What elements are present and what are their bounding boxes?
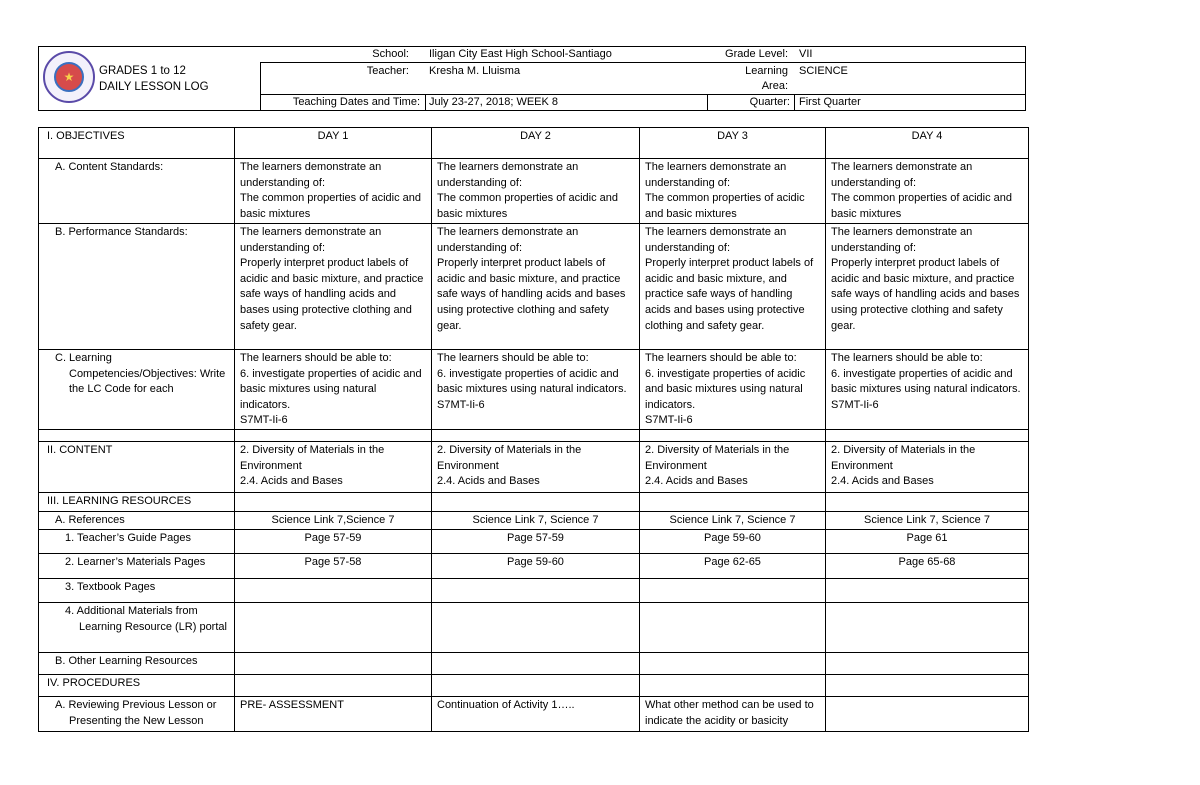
reviewing-day2: Continuation of Activity 1…..	[432, 697, 640, 732]
table-row	[39, 159, 1029, 224]
teachers-guide-day4: Page 61	[826, 530, 1029, 554]
competencies-day1: The learners should be able to: 6. investigate properties of acidic and basic mixtures using natural indicators. S7MT-Ii-6	[235, 350, 432, 430]
reviewing-day1: PRE- ASSESSMENT	[235, 697, 432, 732]
content-day4: 2. Diversity of Materials in the Environment 2.4. Acids and Bases	[826, 442, 1029, 493]
references-day2: Science Link 7, Science 7	[432, 512, 640, 530]
content-day3: 2. Diversity of Materials in the Environment 2.4. Acids and Bases	[640, 442, 826, 493]
day-header: DAY 2	[432, 128, 640, 159]
additional-materials-label: 4. Additional Materials from Learning Resource (LR) portal	[39, 603, 235, 653]
content-standards-day4: The learners demonstrate an understanding of: The common properties of acidic and basic mixtures	[826, 159, 1029, 224]
table-row	[39, 530, 1029, 554]
references-day4: Science Link 7, Science 7	[826, 512, 1029, 530]
reviewing-label: A. Reviewing Previous Lesson or Presenting the New Lesson	[39, 697, 235, 732]
other-resources-label: B. Other Learning Resources	[39, 653, 235, 675]
deped-seal-icon: ★	[43, 51, 95, 103]
references-day3: Science Link 7, Science 7	[640, 512, 826, 530]
table-row	[39, 603, 1029, 653]
learners-materials-day3: Page 62-65	[640, 554, 826, 579]
content-day1: 2. Diversity of Materials in the Environment 2.4. Acids and Bases	[235, 442, 432, 493]
teachers-guide-day2: Page 57-59	[432, 530, 640, 554]
teacher-label: Teacher:	[366, 65, 409, 77]
performance-standards-label: B. Performance Standards:	[39, 224, 235, 350]
content-standards-day1: The learners demonstrate an understanding of: The common properties of acidic and basic mixtures	[235, 159, 432, 224]
table-row	[39, 675, 1029, 697]
competencies-day2: The learners should be able to: 6. investigate properties of acidic and basic mixtures using natural indicators. S7MT-Ii-6	[432, 350, 640, 430]
textbook-pages-label: 3. Textbook Pages	[39, 579, 235, 603]
day-header: DAY 1	[235, 128, 432, 159]
learning-area-value: SCIENCE	[799, 65, 848, 77]
content-standards-day2: The learners demonstrate an understanding of: The common properties of acidic and basic mixtures	[432, 159, 640, 224]
table-row	[39, 493, 1029, 512]
teaching-dates-value: July 23-27, 2018; WEEK 8	[429, 96, 559, 108]
learners-materials-day1: Page 57-58	[235, 554, 432, 579]
doc-title-line1: GRADES 1 to 12	[99, 65, 186, 77]
teaching-dates-label: Teaching Dates and Time:	[292, 96, 420, 108]
learning-area-label-1: Learning	[745, 65, 788, 77]
school-label: School:	[372, 48, 409, 60]
quarter-label: Quarter:	[749, 96, 790, 108]
table-row	[39, 579, 1029, 603]
table-row	[39, 430, 1029, 442]
table-row	[39, 128, 1029, 159]
learners-materials-day2: Page 59-60	[432, 554, 640, 579]
table-row	[39, 554, 1029, 579]
table-row	[39, 512, 1029, 530]
reviewing-day4	[826, 697, 1029, 732]
content-standards-label: A. Content Standards:	[39, 159, 235, 224]
teachers-guide-day3: Page 59-60	[640, 530, 826, 554]
day-header: DAY 3	[640, 128, 826, 159]
references-label: A. References	[39, 512, 235, 530]
competencies-day3: The learners should be able to: 6. investigate properties of acidic and basic mixtures using natural indicators. S7MT-Ii-6	[640, 350, 826, 430]
performance-standards-day4: The learners demonstrate an understanding of: Properly interpret product labels of acidic and basic mixture, and practice safe ways of handling acids and bases using protective clothing and safety gear.	[826, 224, 1029, 350]
competencies-label: C. Learning Competencies/Objectives: Write the LC Code for each	[39, 350, 235, 430]
table-row	[39, 350, 1029, 430]
teachers-guide-label: 1. Teacher’s Guide Pages	[39, 530, 235, 554]
table-row	[39, 442, 1029, 493]
header-box	[38, 46, 1026, 111]
grade-level-label: Grade Level:	[725, 48, 788, 60]
references-day1: Science Link 7,Science 7	[235, 512, 432, 530]
school-value: Iligan City East High School-Santiago	[429, 48, 612, 60]
objectives-label: I. OBJECTIVES	[39, 128, 235, 159]
table-row	[39, 697, 1029, 732]
teachers-guide-day1: Page 57-59	[235, 530, 432, 554]
grade-level-value: VII	[799, 48, 813, 60]
learners-materials-label: 2. Learner’s Materials Pages	[39, 554, 235, 579]
content-day2: 2. Diversity of Materials in the Environment 2.4. Acids and Bases	[432, 442, 640, 493]
quarter-value: First Quarter	[799, 96, 861, 108]
learning-resources-label: III. LEARNING RESOURCES	[39, 493, 235, 512]
table-row	[39, 653, 1029, 675]
performance-standards-day1: The learners demonstrate an understanding of: Properly interpret product labels of acidic and basic mixture, and practice safe ways of handling acids and bases using protective clothing and safety gear.	[235, 224, 432, 350]
content-standards-day3: The learners demonstrate an understanding of: The common properties of acidic and basic mixtures	[640, 159, 826, 224]
competencies-day4: The learners should be able to: 6. investigate properties of acidic and basic mixtures using natural indicators. S7MT-Ii-6	[826, 350, 1029, 430]
day-header: DAY 4	[826, 128, 1029, 159]
reviewing-day3: What other method can be used to indicate the acidity or basicity	[640, 697, 826, 732]
teacher-value: Kresha M. Lluisma	[429, 65, 521, 77]
procedures-label: IV. PROCEDURES	[39, 675, 235, 697]
doc-title-line2: DAILY LESSON LOG	[99, 81, 209, 93]
performance-standards-day3: The learners demonstrate an understanding of: Properly interpret product labels of acidic and basic mixture, and practice safe ways of handling acids and bases using protective clothing and safety gear.	[640, 224, 826, 350]
table-row	[39, 224, 1029, 350]
performance-standards-day2: The learners demonstrate an understanding of: Properly interpret product labels of acidic and basic mixture, and practice safe ways of handling acids and bases using protective clothing and safety gear.	[432, 224, 640, 350]
learners-materials-day4: Page 65-68	[826, 554, 1029, 579]
lesson-log-table	[38, 127, 1029, 732]
content-label: II. CONTENT	[39, 442, 235, 493]
learning-area-label-2: Area:	[761, 80, 788, 92]
